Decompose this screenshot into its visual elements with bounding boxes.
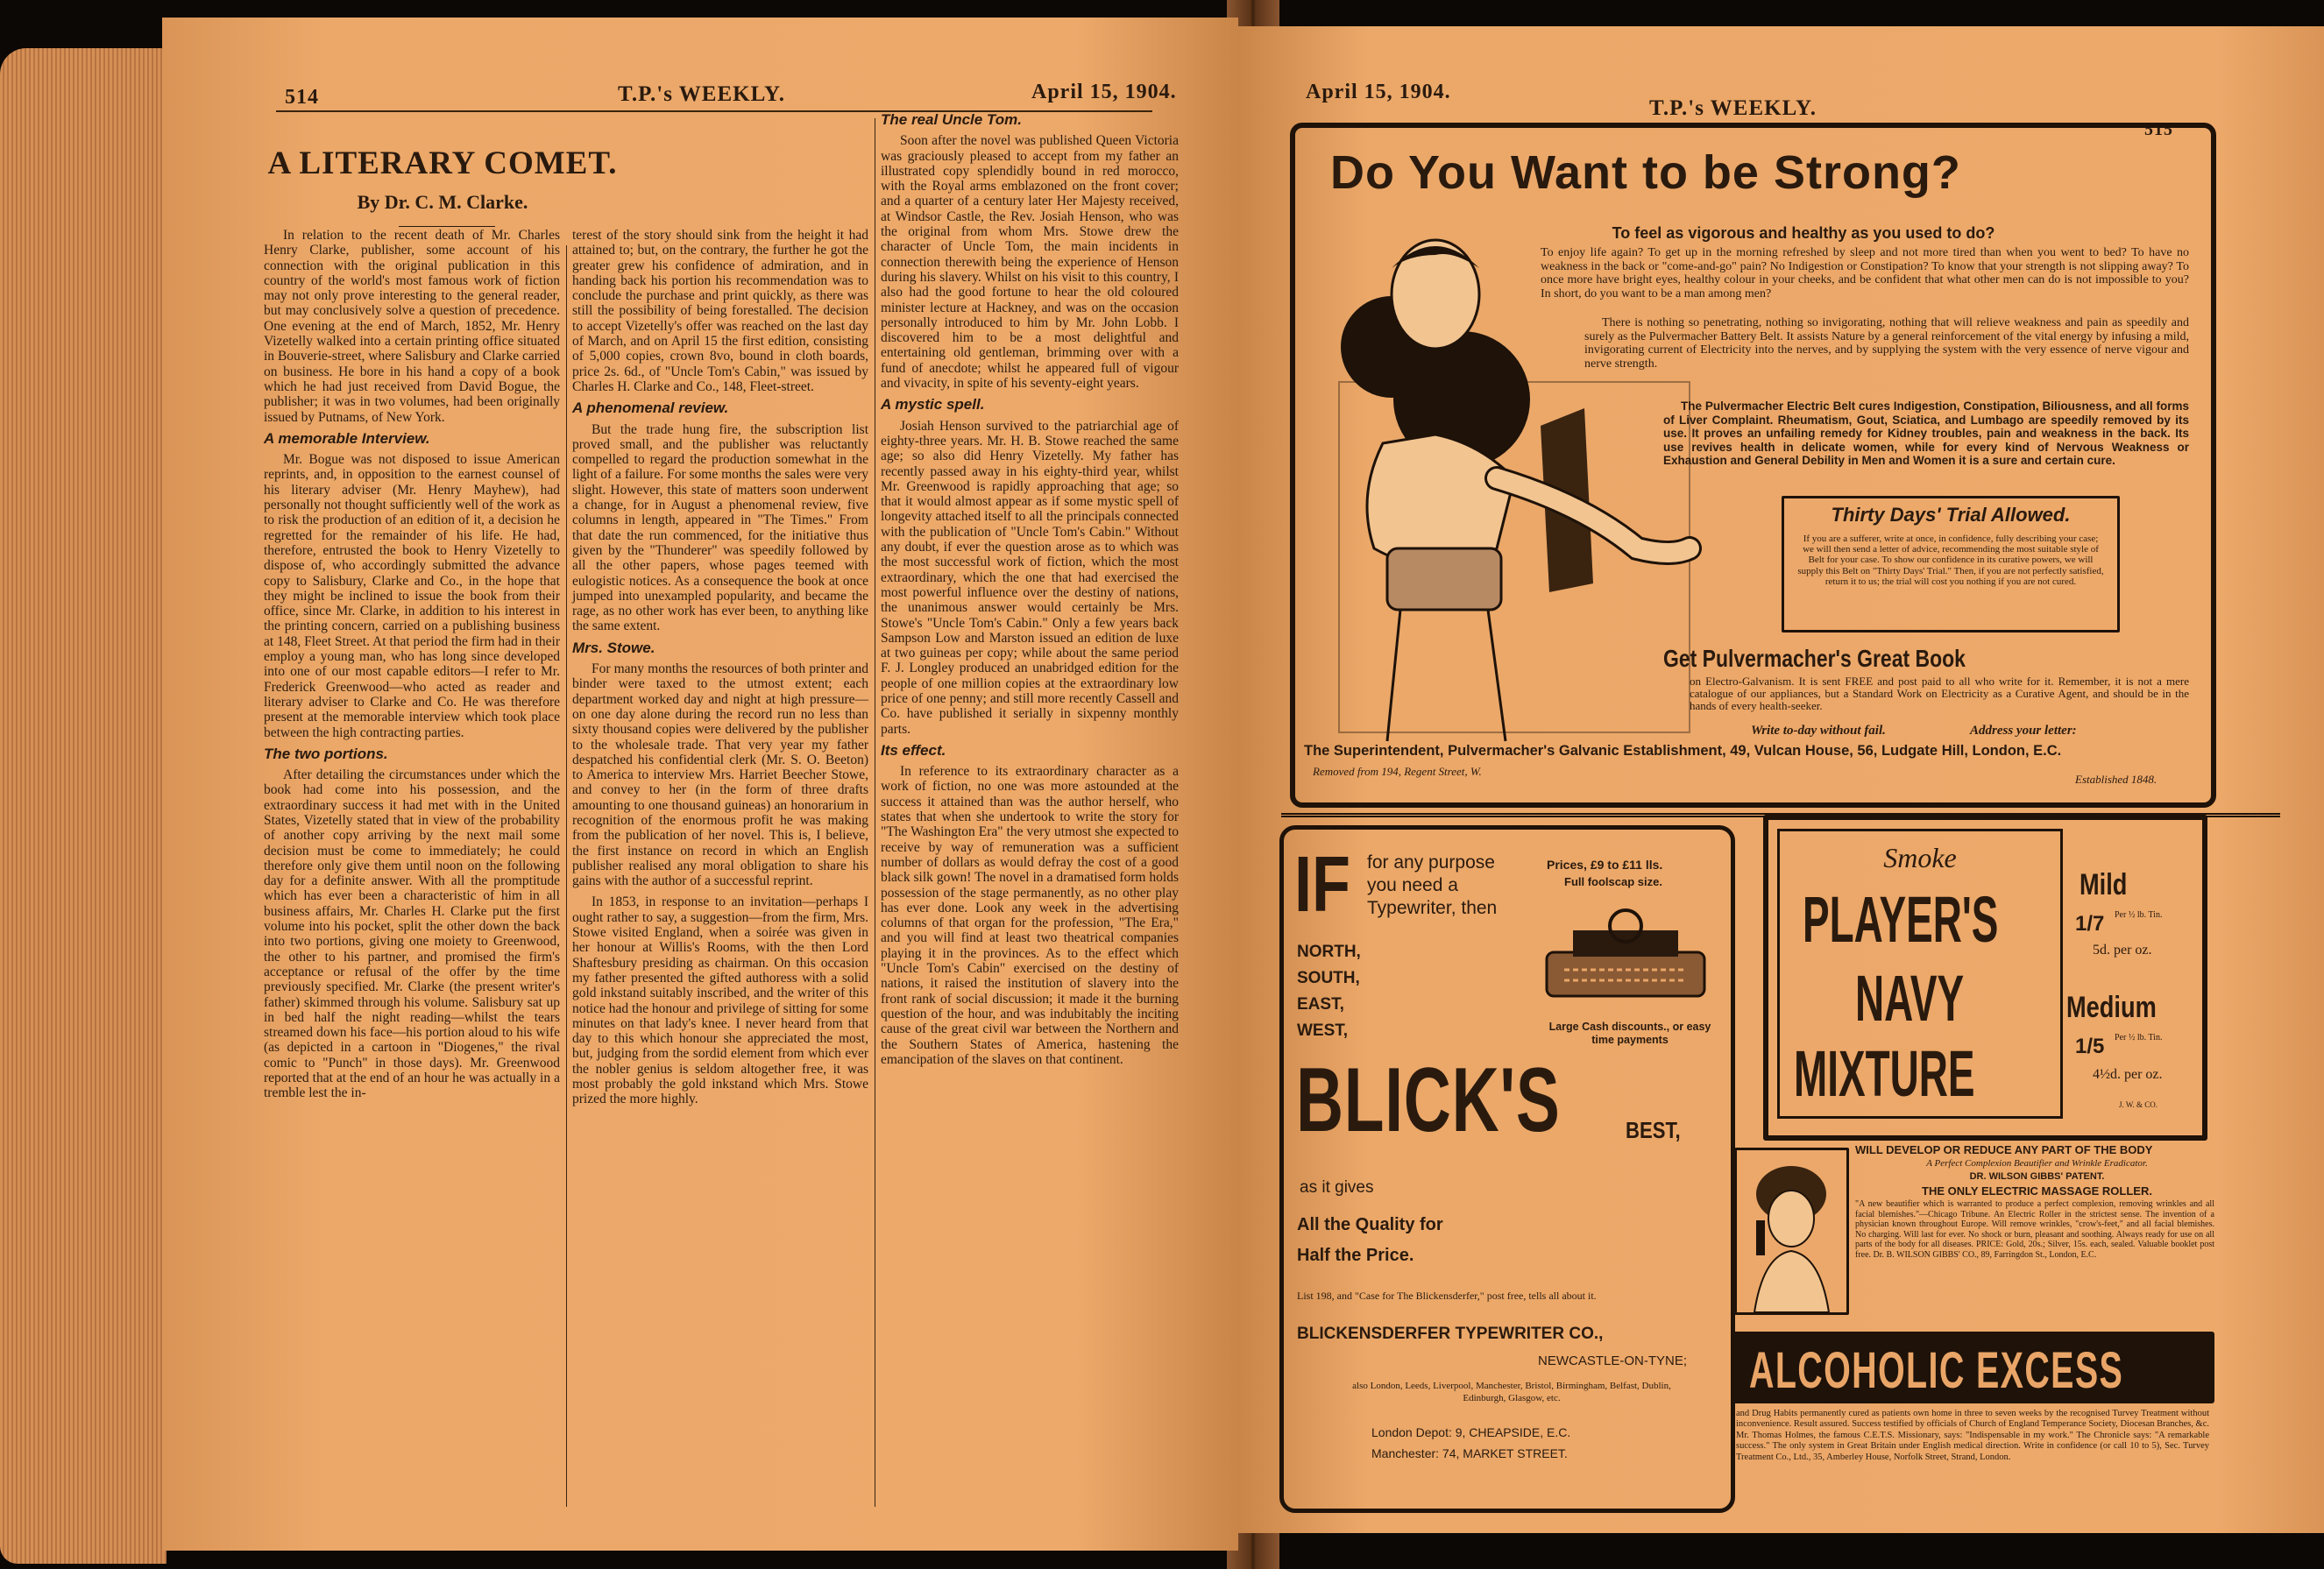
direction: NORTH, xyxy=(1297,943,1361,961)
paragraph: In 1853, in response to an invitation—perhaps I ought rather to say, a suggestion—from the firm, Mrs. Stowe visited England, when a soirée was given in her honour at Willis's Rooms, with the then Lord Shaftesbury presiding as chairman. On this occasion my father presented the gifted authoress with a solid gold inkstand suitably inscribed, and the writer of this notice had the honour and privilege of sitting for some minutes on that lady's knee. I never heard from that day to this which honour she appreciated the most, but, judging from the sordid element from which ever the nobler genius is seldom altogether free, it was most probably the gold inkstand which Mrs. Stowe prized the more highly. xyxy=(572,894,868,1107)
book-title: Get Pulvermacher's Great Book xyxy=(1663,645,1966,672)
players-line-1: PLAYER'S xyxy=(1803,883,1999,956)
book-text: on Electro-Galvanism. It is sent FREE and post paid to all who write for it. Remember, it is not a mere catalogue of our appliances, but a Standard Work on Electricity as a Curative Agent, and should be in the hands of every health-seeker. xyxy=(1690,675,2189,712)
london-depot: London Depot: 9, CHEAPSIDE, E.C. xyxy=(1371,1425,1571,1439)
subheading: Its effect. xyxy=(881,741,946,759)
paragraph: Mr. Bogue was not disposed to issue American reprints, and, in opposition to the earnest counsel of his literary adviser (Mr. Henry Mayhew), had personally not thought sufficiently well of the work as to risk the production of an edition of it, a decision he regretted for the remainder of his life. He had, therefore, entrusted the book to Henry Vizetelly to dispose of, who accordingly submitted the advance copy to Salisbury, Clarke and Co., in the hope that they might be inclined to issue the book from their office, since Mr. Clarke, in addition to his interest in the printing concern, carried on a publishing business at 148, Fleet Street. At that period the firm had in their employ a young man, who has long since developed into one of our most capable editors—I refer to Mr. Frederick Greenwood—who acted as reader and literary adviser to Clarke and Co. He was therefore present at the memorable interview which took place between the high contracting parties. xyxy=(264,452,560,740)
established-note: Established 1848. xyxy=(2075,773,2157,786)
advert-paragraph: There is nothing so penetrating, nothing so invigorating, nothing that will relieve weakness and pain as speedily and surely as the Pulvermacher Battery Belt. It assists Nature by a general reinforcement of the vital energy by infusing a mild, invigorating current of Electricity into the nerves, and by supplying the system with the very essence of nerve vigour and nerve strength. xyxy=(1584,316,2189,371)
right-page xyxy=(1237,26,2324,1533)
subheading: A mystic spell. xyxy=(881,396,985,413)
blick-intro: for any purpose you need a Typewriter, then xyxy=(1367,852,1498,918)
subheading: Mrs. Stowe. xyxy=(572,639,655,656)
as-it-gives: as it gives xyxy=(1300,1178,1374,1197)
direction: SOUTH, xyxy=(1297,969,1360,987)
medium-per: Per ½ lb. Tin. xyxy=(2115,1033,2163,1042)
article-title: A LITERARY COMET. xyxy=(267,145,618,181)
paragraph: In relation to the recent death of Mr. Charles Henry Clarke, publisher, some account of his connection with the original publication in this country of the world's most famous work of fiction may not only prove interesting to the general reader, but may conclusively solve a question of precedence. One evening at the end of March, 1852, Mr. Henry Vizetelly walked into a certain printing office situated in Bouverie-street, where Salisbury and Clarke carried on business. He bore in his hand a copy of a book which he had just received from David Bogue, the publisher; it was in two volumes, had been originally issued by Putnams, of New York. xyxy=(264,228,560,425)
page-date: April 15, 1904. xyxy=(1306,81,1451,103)
direction: WEST, xyxy=(1297,1021,1349,1040)
massage-body: "A new beautifier which is warranted to produce a perfect complexion, removing wrinkles and all facial blemishes."—Chicago Tribune. An Electric Roller in the strictest sense. The invention of a physician known throughout Europe. Will remove wrinkles, "crow's-feet," and all facial blemishes. No charging. Will last for ever. No shock or burn, pleasant and soothing. Always ready for use on all parts of the body for all diseases. PRICE: Gold, 20s.; Silver, 15s. each, sealed. Valuable booklet post free. Dr. B. WILSON GIBBS' CO., 89, Farringdon St., London, E.C. xyxy=(1855,1199,2214,1260)
players-line-2: NAVY xyxy=(1855,962,1965,1035)
half-price-line: Half the Price. xyxy=(1297,1246,1414,1265)
page-date: April 15, 1904. xyxy=(1031,81,1177,103)
players-line-3: MIXTURE xyxy=(1794,1037,1975,1110)
advert-lead: To enjoy life again? To get up in the morning refreshed by sleep and not more tired than when you went to bed? To have no weakness in the back or "come-and-go" pain? No Indigestion or Constipation? To know that your strength is not slipping away? To once more have bright eyes, healthy colour in your cheeks, and be confident that what other men can do is not impossible to you? In short, do you want to be a man among men? xyxy=(1541,246,2189,300)
medium-label: Medium xyxy=(2066,991,2157,1024)
byline: By Dr. C. M. Clarke. xyxy=(357,191,528,213)
paragraph: In reference to its extraordinary character as a work of fiction, no one was more astounded at the success it attained than was the author herself, who states that when she undertook to write the story for "The Washington Era" the very utmost she expected to receive by way of remuneration was a sufficient number of dollars as would defray the cost of a good black silk gown! The novel in a dramatised form holds possession of the stage permanently, as no other play has ever done. Look any week in the advertising columns of that organ for the profession, "The Era," and you will find at least two theatrical companies playing it in the provinces. As to the effect which "Uncle Tom's Cabin" exercised on the destiny of nations, it raised the institution of slavery into the front rank of social discussion; it made it the burning question of the hour, and was indubitably the inciting cause of the great civil war between the Northern and the Southern States of America, hastening the emancipation of the slaves on that continent. xyxy=(881,764,1179,1067)
running-title: T.P.'s WEEKLY. xyxy=(618,82,785,106)
page-stack-edges xyxy=(0,48,167,1564)
page-number: 514 xyxy=(285,86,319,109)
branch-list: also London, Leeds, Liverpool, Manchester, Bristol, Birmingham, Belfast, Dublin, Edinburgh, Glasgow, etc. xyxy=(1352,1381,1671,1403)
paragraph: Soon after the novel was published Queen Victoria was graciously pleased to accept from my father an illustrated copy splendidly bound in red morocco, with the Royal arms emblazoned on the front cover; and a quarter of a century later Her Majesty received, at Windsor Castle, the Rev. Josiah Henson, who was the original from whom Mrs. Stowe drew the character of Uncle Tom, the main incidents in connection therewith being the experience of Henson during his slavery. Whilst on his visit to this country, I also had the good fortune to hear the old coloured minister lecture at Hackney, and was on the occasion personally introduced to him by Mr. John Lobb. I discovered him to be a most delightful and entertaining old gentleman, brimming over with a fund of anecdote; whilst he appeared full of vigour and vivacity, in spite of his seventy-eight years. xyxy=(881,133,1179,392)
advert-lead-bold: To feel as vigorous and healthy as you used to do? xyxy=(1612,224,1995,242)
woman-portrait-illustration xyxy=(1737,1150,1846,1312)
paragraph: After detailing the circumstances under which the book had come into his possession, and the extraordinary success it had met with in the United States, Vizetelly stated that in view of the probability of another copy arriving by the next mail some decision must be come to immediately; he could therefore only give them until noon on the following day for a definite answer. With all the promptitude which has ever been a characteristic of him in all business affairs, Mr. Charles H. Clarke put the first volume into his pocket, split the other down the back into two portions, giving one moiety to Greenwood, the other to his partner, and promised the firm's acceptance or refusal of the offer by the time previously specified. Mr. Clarke (the present writer's father) skimmed through his volume. Salisbury sat up in bed half the night reading—whilst the tears streamed down his face—his portion aloud to his wife (as depicted in a cartoon in "Diogenes," the rival comic to "Punch" in those days). Mr. Greenwood reported that at the end of an hour he was actually in a tremble lest the in- xyxy=(264,767,560,1101)
direction: EAST, xyxy=(1297,995,1344,1014)
trial-title: Thirty Days' Trial Allowed. xyxy=(1831,504,2071,526)
paragraph: terest of the story should sink from the height it had attained to; but, on the contrary, the further he got the greater grew his confidence of admiration, and in handing back his portion his recommendation was to conclude the purchase and print quickly, as there was still the possibility of being forestalled. The decision to accept Vizetelly's offer was reached on the last day of March, and on April 15 the first edition, consisting of 5,000 copies, crown 8vo, bound in cloth boards, price 2s. 6d., of "Uncle Tom's Cabin," was issued by Charles H. Clarke and Co., 148, Fleet-street. xyxy=(572,228,868,394)
prices: Prices, £9 to £11 lls. xyxy=(1547,858,1663,872)
company-name: BLICKENSDERFER TYPEWRITER CO., xyxy=(1297,1325,1604,1343)
column-1 xyxy=(264,228,560,1107)
removed-note: Removed from 194, Regent Street, W. xyxy=(1313,765,1482,778)
directions-list xyxy=(1297,939,1361,1044)
maker-mark: J. W. & CO. xyxy=(2119,1100,2158,1109)
alcohol-body: and Drug Habits permanently cured as patients own home in three to seven weeks by the recognised Turvey Treatment without inconvenience. Result assured. Success testified by officials of Church of England Temperance Society, Diocesan Branches, &c. Mr. Thomas Holmes, the famous C.E.T.S. Missionary, says: "Indispensable in my work." The Chronicle says: "A remarkable success." The only system in Great Britain under English medical direction. Write in confidence (or call 10 to 5), Sec. Turvey Treatment Co., Ltd., 35, Amberley House, Norfolk Street, Strand, London. xyxy=(1736,1409,2209,1462)
smoke-label: Smoke xyxy=(1883,842,1957,873)
trial-text: If you are a sufferer, write at once, in confidence, fully describing your case; we will then send a letter of advice, recommending the most suitable style of Belt for your case. To show our confidence in its curative powers, we will supply this Belt on "Thirty Days' Trial." Then, if you are not perfectly satisfied, return it to us; the trial will cost you nothing if you are not cured. xyxy=(1797,534,2104,587)
list-note: List 198, and "Case for The Blickensderfer," post free, tells all about it. xyxy=(1297,1290,1597,1302)
write-today: Write to-day without fail. xyxy=(1751,724,1886,738)
brand-name: BLICK'S xyxy=(1296,1050,1561,1151)
title-rule xyxy=(399,226,495,227)
column-2 xyxy=(572,228,868,1113)
players-advert xyxy=(1763,815,2207,1141)
massage-roller-title: THE ONLY ELECTRIC MASSAGE ROLLER. xyxy=(1922,1184,2152,1198)
medium-price: 1/5 xyxy=(2075,1035,2105,1058)
typewriter-illustration xyxy=(1538,900,1713,1005)
mild-per-oz: 5d. per oz. xyxy=(2093,943,2152,958)
massage-patent: DR. WILSON GIBBS' PATENT. xyxy=(1969,1171,2105,1182)
massage-sub: A Perfect Complexion Beautifier and Wrinkle Eradicator. xyxy=(1926,1158,2148,1169)
manchester-depot: Manchester: 74, MARKET STREET. xyxy=(1371,1446,1568,1460)
address-label: Address your letter: xyxy=(1970,724,2077,738)
best-label: BEST, xyxy=(1626,1117,1681,1143)
company-city: NEWCASTLE-ON-TYNE; xyxy=(1538,1353,1688,1368)
advert-paragraph: The Pulvermacher Electric Belt cures Indigestion, Constipation, Biliousness, and all forms of Liver Complaint. Rheumatism, Gout, Sciatica, and Lumbago are speedily removed by its use. It proves an unfailing remedy for Kidney troubles, pain and weakness in the back. Its use revives health in delicate women, while for every kind of Nervous Weakness or Exhaustion and General Debility in Men and Women it is a sure and certain cure. xyxy=(1663,399,2189,467)
column-divider xyxy=(566,245,567,1507)
subheading: The two portions. xyxy=(264,745,388,762)
subheading: A memorable Interview. xyxy=(264,429,430,447)
left-page xyxy=(162,18,1238,1551)
page-number: 515 xyxy=(2144,120,2173,139)
paragraph: For many months the resources of both printer and binder were taxed to the utmost extent; each department worked day and night at high pressure—on one day alone during the record run no less than sixty thousand copies were delivered by the publisher to the wholesale trade. That very year my father despatched his confidential clerk (Mr. S. O. Beeton) to America to interview Mrs. Harriet Beecher Stowe, and convey to her (in the form of three drafts amounting to one thousand guineas) an honorarium in recognition of the enormous profit he was making from the publication of her novel. This is, I believe, the first instance on record in which an English publisher realised any moral obligation to share his gains with the author of a successful reprint. xyxy=(572,661,868,889)
cash-discounts: Large Cash discounts., or easy time payments xyxy=(1548,1021,1711,1046)
big-letter: IF xyxy=(1294,841,1350,929)
running-title: T.P.'s WEEKLY. xyxy=(1649,96,1817,120)
players-inner-frame xyxy=(1777,829,2063,1119)
title-block xyxy=(267,123,618,245)
subheading: The real Uncle Tom. xyxy=(881,111,1022,128)
blick-advert xyxy=(1279,825,1735,1513)
mild-price: 1/7 xyxy=(2075,912,2105,936)
advert-headline: Do You Want to be Strong? xyxy=(1330,146,1961,199)
trial-box xyxy=(1782,496,2120,633)
pulvermacher-advert xyxy=(1290,123,2216,808)
subheading: A phenomenal review. xyxy=(572,399,729,417)
paragraph: Josiah Henson survived to the patriarchial age of eighty-three years. Mr. H. B. Stowe reached the same age; so also did Henry Vizetelly. My father has recently passed away in his eighty-third year, whilst Mr. Greenwood is rapidly approaching that age; so that it would almost appear as if some mystic spell of longevity attached itself to all the principals connected with the publication of "Uncle Tom's Cabin." Without any doubt, if ever the question arose as to which was the most successful work of fiction, which the most extraordinary, which the one that had exercised the most powerful influence over the destiny of nations, the unanimous answer would certainly be Mrs. Stowe's "Uncle Tom's Cabin." Only a few years back Sampson Low and Marston issued an edition de luxe at two guineas per copy; while about the same period F. J. Longley produced an unabridged edition for the people of one million copies at the extraordinary low price of one penny; and still more recently Cassell and Co. have published it serially in sixpenny monthly parts. xyxy=(881,418,1179,737)
alcohol-headline-frame xyxy=(1732,1332,2214,1403)
massage-roller-advert xyxy=(1732,1143,2219,1327)
alcoholic-excess-advert xyxy=(1732,1332,2219,1516)
paragraph: But the trade hung fire, the subscription list proved small, and the publisher was reluctantly compelled to regard the production somewhat in the light of a failure. For some months the sales were very slight. However, this state of matters soon underwent a change, for in August a phenomenal review, five columns in length, appeared in "The Times." From that date the run commenced, for the initiative thus given by the "Thunderer" was speedily followed by all the other papers, whose pages teemed with eulogistic notices. As a consequence the book at once jumped into unexampled popularity, and became the rage, as no other work has ever been, to anything like the same extent. xyxy=(572,421,868,634)
massage-headline: WILL DEVELOP OR REDUCE ANY PART OF THE BODY xyxy=(1855,1143,2153,1156)
quality-line: All the Quality for xyxy=(1297,1215,1443,1234)
woman-portrait-frame xyxy=(1734,1148,1849,1315)
column-3 xyxy=(881,112,1179,1073)
mild-per: Per ½ lb. Tin. xyxy=(2115,910,2163,920)
alcohol-headline: ALCOHOLIC EXCESS xyxy=(1749,1342,2124,1399)
foolscap: Full foolscap size. xyxy=(1564,875,1662,888)
mild-label: Mild xyxy=(2080,868,2128,901)
medium-per-oz: 4½d. per oz. xyxy=(2093,1067,2163,1082)
postal-address: The Superintendent, Pulvermacher's Galvanic Establishment, 49, Vulcan House, 56, Ludgate Hill, London, E.C. xyxy=(1304,743,2062,759)
